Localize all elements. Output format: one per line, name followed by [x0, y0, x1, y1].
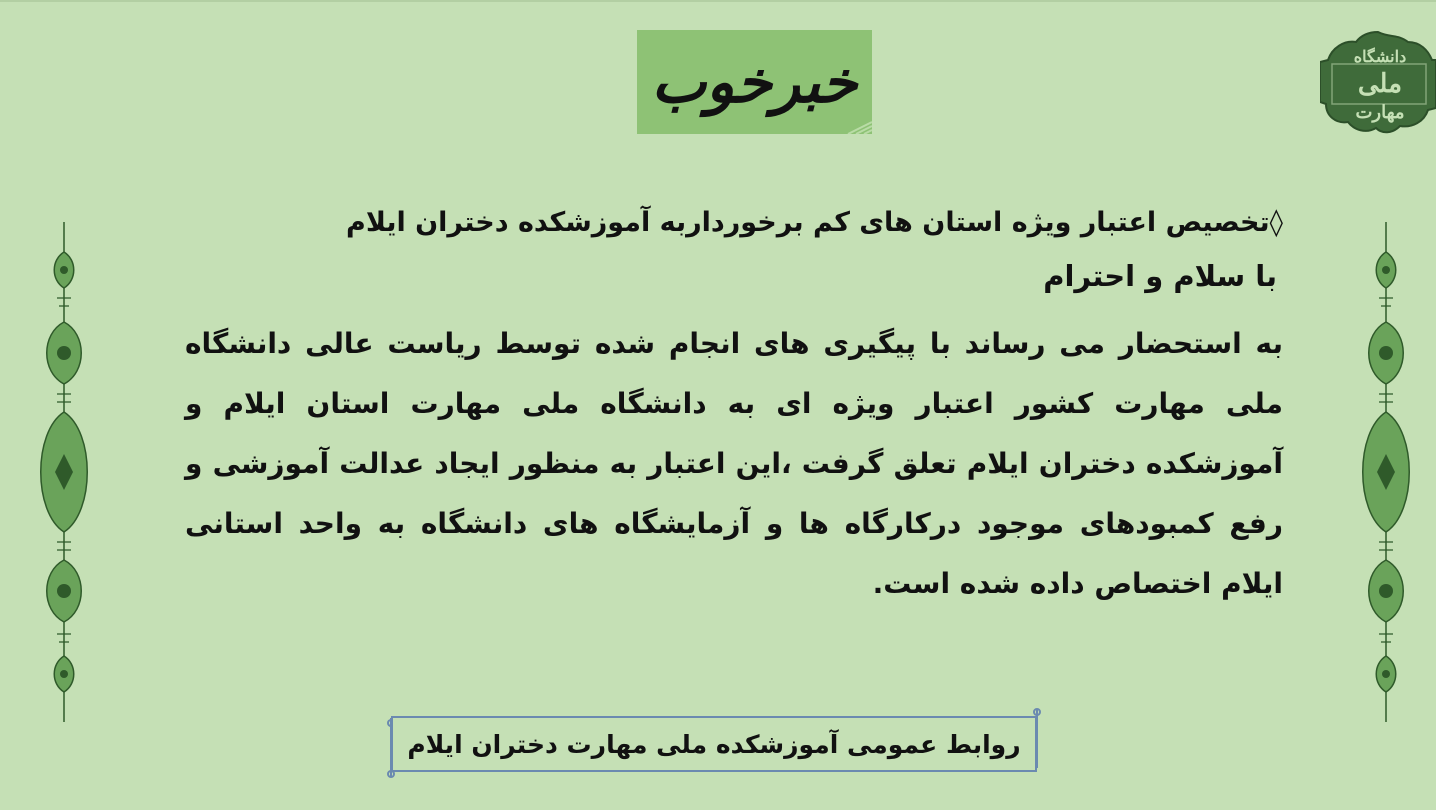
- university-logo-icon: [1320, 30, 1436, 134]
- article-content: [185, 200, 1283, 614]
- diamond-bullet-icon: ◊: [1269, 207, 1283, 238]
- badge-stripes: [842, 120, 872, 134]
- footer-banner: [385, 706, 1045, 778]
- badge-title: خبرخوب: [651, 48, 858, 116]
- greeting: با سلام و احترام: [1043, 259, 1277, 293]
- footer-box: [391, 716, 1037, 772]
- footer-label: روابط عمومی آموزشکده ملی مهارت دختران ایلام: [407, 729, 1021, 759]
- svg-text:مهارت: مهارت: [1355, 102, 1405, 123]
- svg-text:ملی: ملی: [1357, 69, 1403, 99]
- left-ornament-icon: [29, 222, 99, 722]
- headline-text: تخصیص اعتبار ویژه استان های کم برخورداربه آموزشکده دختران ایلام: [346, 207, 1270, 238]
- article-body: به استحضار می رساند با پیگیری های انجام شده توسط ریاست عالی دانشگاه ملی مهارت کشور اعتبار ویژه ای به دانشگاه ملی مهارت استان ایلام و آموزشکده دختران ایلام تعلق گرفت ،این اعتبار به منظور ایجاد عدالت آموزشی و رفع کمبودهای موجود درکارگاه ها و آزمایشگاه های دانشگاه به واحد استانی ایلام اختصاص داده شده است.: [185, 327, 1283, 600]
- top-border: [0, 0, 1436, 2]
- svg-text:دانشگاه: دانشگاه: [1353, 47, 1407, 66]
- right-ornament-icon: [1351, 222, 1421, 722]
- title-badge: [637, 30, 872, 134]
- article-headline: [185, 200, 1283, 246]
